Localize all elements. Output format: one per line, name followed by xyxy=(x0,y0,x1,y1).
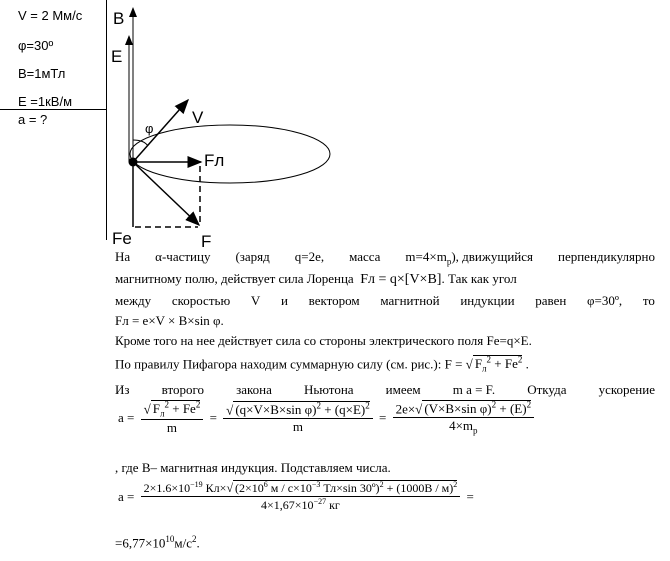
paragraph-4: Из второго закона Ньютона имеем m a = F. Откуда ускорение xyxy=(115,382,655,397)
orbit-ellipse xyxy=(130,125,330,183)
label-fe: Fe xyxy=(112,229,132,248)
paragraph-1-line-2: магнитному полю, действует сила Лоренца Fл = q×[V×B]. Так как угол xyxy=(115,271,517,287)
paragraph-5: , где В– магнитная индукция. Подставляем числа. xyxy=(115,460,391,475)
given-magnetic-field: B=1мТл xyxy=(18,66,66,81)
given-divider-vertical xyxy=(106,0,107,240)
label-fl: Fл xyxy=(204,151,225,170)
paragraph-1-line-3: между скоростью V и вектором магнитной индукции равен φ=30º, то xyxy=(115,293,655,308)
paragraph-2: Кроме того на нее действует сила со стороны электрического поля Fe=q×E. xyxy=(115,333,532,348)
v-vector-arrow xyxy=(133,100,188,162)
label-e: E xyxy=(111,47,123,66)
given-angle: φ=30º xyxy=(18,38,54,53)
given-velocity: V = 2 Мм/с xyxy=(18,8,83,23)
formula-acceleration-general: a = $\frac{√ F_л^2 + Fe^2}{m}$ = $\frac{√ (q\times V\times B\times\sin \varphi)^2 + (q\times E)^2}{m}$ = $\frac{2e\times√ (V\times B\times\sin \varphi)^2 + (E)^2}{4\times m_p}$ xyxy=(115,400,534,436)
label-phi: φ xyxy=(145,121,154,136)
label-v: V xyxy=(192,108,204,127)
label-b: B xyxy=(113,9,125,28)
result-line: $=6,77\times 10^{10}м/с^2$. xyxy=(115,534,200,551)
paragraph-1-line-4: Fл = e×V × B×sin φ. xyxy=(115,313,224,328)
given-electric-field: E =1кВ/м xyxy=(18,94,73,109)
given-divider-horizontal xyxy=(0,109,106,110)
formula-acceleration-numeric: a = $2\times 1.6\times 10^{-19}$ Кл×√ ($2\times 10^6$ $м / с\times 10^{-3}$ Тл×sin 30º)$^2$ + (1000В / м)$^2$ $4\times 1,67\times 10^{-27}$ кг = xyxy=(118,480,474,512)
f-vector-arrow xyxy=(133,162,199,225)
paragraph-3: По правилу Пифагора находим суммарную силу (см. рис.): F = √ $F_л^2 + Fe^2$ . xyxy=(115,355,529,374)
force-diagram xyxy=(108,0,348,250)
label-f: F xyxy=(201,232,212,250)
paragraph-1-line-1: На α-частицу (заряд q=2e, масса $m=4\times m_p$), движущийся перпендикулярно xyxy=(115,249,655,267)
find-acceleration: a = ? xyxy=(18,112,48,127)
particle-dot xyxy=(129,158,138,167)
